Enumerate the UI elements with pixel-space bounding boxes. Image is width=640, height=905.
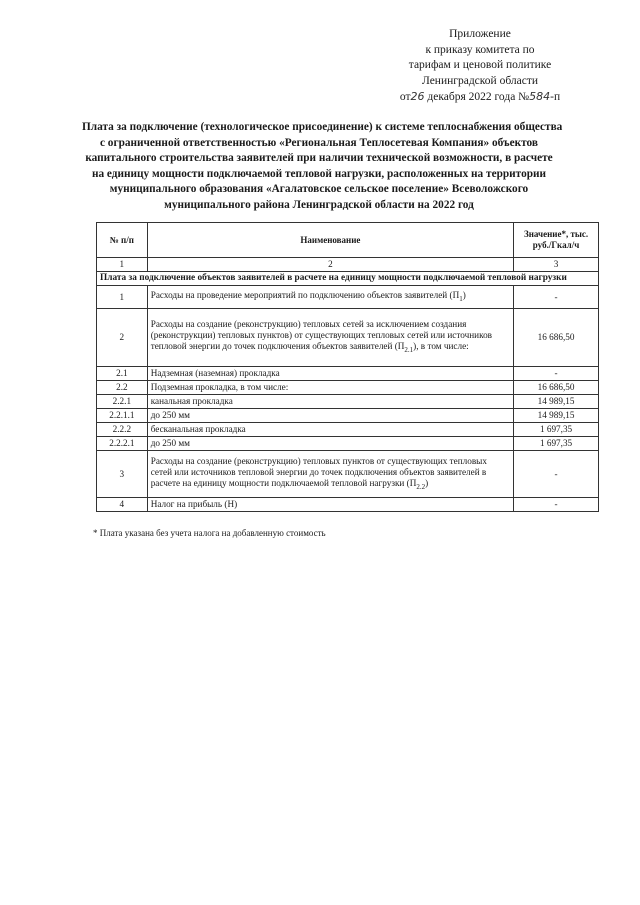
order-number-handwritten: 584 [529,90,551,104]
table-row [97,423,599,437]
section-title: Плата за подключение объектов заявителей в расчете на единицу мощности подключаемой тепловой нагрузки [97,272,599,286]
row-num: 2.2.2.1 [97,437,148,451]
row-value: 14 989,15 [514,395,599,409]
table-row [97,498,599,512]
title-line-1: Плата за подключение (технологическое присоединение) к системе теплоснабжения общества [82,121,563,133]
row-value: - [514,286,599,309]
col-number-1: 1 [97,258,148,272]
row-value: - [514,451,599,498]
table-row [97,409,599,423]
order-suffix: -п [550,91,561,104]
title-line-4: на единицу мощности подключаемой тепловой нагрузки, расположенных на территории [91,167,547,180]
row-num: 4 [97,498,148,512]
row-name: до 250 мм [147,437,513,451]
appendix-line-2: к приказу комитета по [425,43,535,56]
row-num: 2.2.1.1 [97,409,148,423]
footnote: * Плата указана без учета налога на добавленную стоимость [93,528,326,538]
title-line-2: с ограниченной ответственностью «Региональная Теплосетевая Компания» объектов [99,136,539,149]
table-row [97,381,599,395]
title-line-6: муниципального района Ленинградской области на 2022 год [164,198,474,211]
row-name: Налог на прибыль (Н) [147,498,513,512]
appendix-line-4: Ленинградской области [421,74,539,87]
header-name: Наименование [147,223,513,258]
row-num: 2.1 [97,367,148,381]
row-name: Надземная (наземная) прокладка [147,367,513,381]
appendix-block [380,27,580,106]
column-number-row [97,258,599,272]
row-value: 14 989,15 [514,409,599,423]
row-name: Подземная прокладка, в том числе: [147,381,513,395]
date-prefix: от [399,91,411,104]
title-line-3: капитального строительства заявителей при наличии технической возможности, в расчете [85,152,553,165]
col-number-3: 3 [514,258,599,272]
row-num: 2.2.2 [97,423,148,437]
row-name: Расходы на создание (реконструкцию) тепловых пунктов от существующих тепловых сетей или источников тепловой энергии до точек подключения объектов заявителей в расчете на единицу мощности подключаемой тепловой нагрузки $(П_{2.2})$ [147,451,513,498]
row-name: Расходы на проведение мероприятий по подключению объектов заявителей $(П_1)$ [147,286,513,309]
appendix-line-3: тарифам и ценовой политике [408,59,552,72]
row-value: 16 686,50 [514,381,599,395]
fee-table [96,222,599,512]
row-num: 3 [97,451,148,498]
row-name: бесканальная прокладка [147,423,513,437]
table-row [97,437,599,451]
row-name: до 250 мм [147,409,513,423]
row-value: - [514,498,599,512]
section-row [97,272,599,286]
row-value: 1 697,35 [514,437,599,451]
table-row [97,395,599,409]
header-value: Значение*, тыс. руб./Гкал/ч [514,223,599,258]
row-num: 2 [97,309,148,367]
appendix-line-1: Приложение [449,28,511,40]
table-row [97,451,599,498]
table-row [97,309,599,367]
row-num: 2.2 [97,381,148,395]
table-row [97,367,599,381]
order-date-line [380,89,580,106]
date-text: декабря 2022 года № [427,91,530,104]
row-num: 1 [97,286,148,309]
row-name: Расходы на создание (реконструкцию) тепловых сетей за исключением создания (реконструкции) тепловых пунктов) от существующих тепловых сетей или источников тепловой энергии до точек подключения объектов заявителей $(П_{2.1})$, в том числе: [147,309,513,367]
date-day-handwritten: 26 [410,90,425,104]
row-value: 1 697,35 [514,423,599,437]
row-num: 2.2.1 [97,395,148,409]
document-title [82,120,563,214]
table-row [97,286,599,309]
row-name: канальная прокладка [147,395,513,409]
row-value: - [514,367,599,381]
row-value: 16 686,50 [514,309,599,367]
title-line-5: муниципального образования «Агалатовское сельское поселение» Всеволожского [109,183,529,196]
col-number-2: 2 [147,258,513,272]
table-header-row [97,223,599,258]
header-num: № п/п [97,223,148,258]
